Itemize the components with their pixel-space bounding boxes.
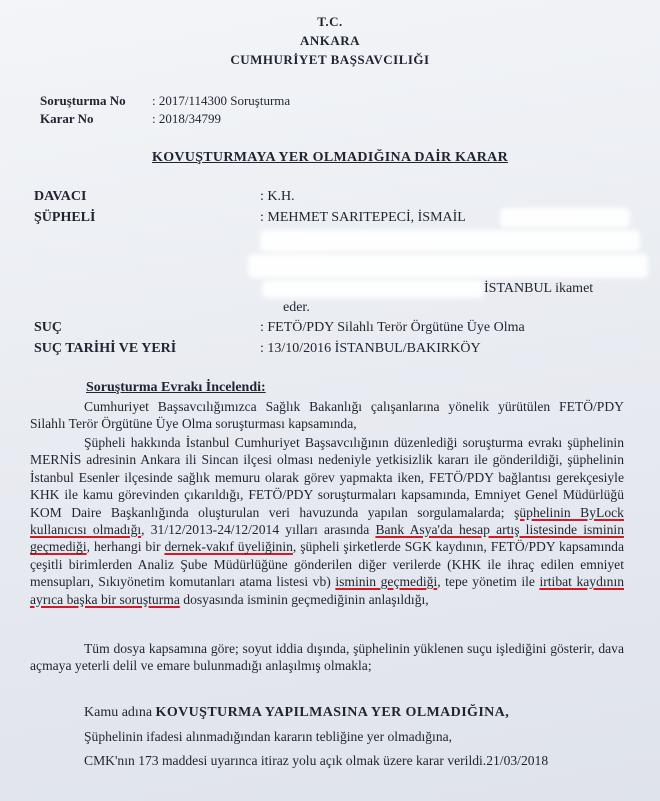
paragraph-2-text-c: , herhangi bir (86, 539, 161, 555)
paragraph-3: Tüm dosya kapsamına göre; soyut iddia dışında, şüphelinin yüklenen suçu işlediğini gösterir, dava açmaya yeterli delil ve emare bulunmadığı anlaşılmış olmakla; (30, 641, 624, 674)
paragraph-4 (84, 704, 509, 721)
paragraph-2-text-a: Şüpheli hakkında İstanbul Cumhuriyet Başsavcılığının düzenlediği soruşturma evrakı şüphelinin MERNİS adresinin Ankara ili Sincan ilçesi olması nedeniyle yetkisizlik kararı ile gönderildiği, şüphelinin İstanbul Esenler ilçesinde sağlık memuru olarak görev yapmakta iken, FETÖ/PDY bağlantısı gerekçesiyle KHK ile kamu görevinden çıkarıldığı, FETÖ/PDY soruşturmaları kapsamında, Emniyet Genel Müdürlüğü KOM Daire Başkanlığında oluşturulan veri havuzunda yapılan sorgulamalarda; (30, 435, 624, 520)
decision-title: KOVUŞTURMAYA YER OLMADIĞINA DAİR KARAR (152, 150, 508, 165)
header-office: CUMHURİYET BAŞSAVCILIĞI (230, 52, 430, 67)
sorusturma-no-label: Soruşturma No (40, 93, 126, 108)
section-title: Soruşturma Evrakı İncelendi: (86, 380, 266, 395)
header-city: ANKARA (299, 33, 361, 48)
paragraph-2-text-b: , 31/12/2013-24/12/2014 yılları arasında (141, 522, 370, 538)
header-tc: T.C. (317, 14, 343, 29)
karar-no-label: Karar No (40, 111, 94, 126)
kamu-adina-text: Kamu adına (84, 705, 153, 720)
address-tail: eder. (283, 300, 310, 315)
underlined-isminin: isminin geçmediği (335, 574, 438, 590)
suc-tarihi-label: SUÇ TARİHİ VE YERİ (34, 341, 177, 356)
paragraph-2-text-d: , şüpheli şirketlerde SGK kaydının, FETÖ/PDY kapsamında çeşitli birimlerden Analiz Şube Müdürlüğüne gönderilen diğer verilerde (KHK ile ihraç edilen emniyet mensupları, Sıkıyönetim komutanları atama listesi vb) (30, 539, 624, 590)
decision-bold: KOVUŞTURMA YAPILMASINA YER OLMADIĞINA (155, 705, 506, 720)
paragraph-6: CMK'nın 173 maddesi uyarınca itiraz yolu açık olmak üzere karar verildi.21/03/2018 (84, 753, 549, 768)
paragraph-5: Şüphelinin ifadesi alınmadığından kararın tebliğine yer olmadığına, (84, 729, 453, 744)
suc-value: : FETÖ/PDY Silahlı Terör Örgütüne Üye Olma (260, 320, 525, 335)
davaci-value: : K.H. (260, 189, 295, 204)
underlined-irtibat: irtibat kaydının ayrıca başka bir soruşturma (30, 574, 625, 607)
address-city: İSTANBUL ikamet (484, 281, 594, 296)
supheli-label: ŞÜPHELİ (34, 210, 96, 225)
underlined-bank-asya: Bank Asya'da hesap artış listesinde isminin geçmediği (30, 522, 625, 555)
redaction-1 (500, 208, 630, 228)
supheli-value: : MEHMET SARITEPECİ, İSMAİL (260, 210, 466, 225)
karar-no-value: : 2018/34799 (152, 111, 221, 126)
davaci-label: DAVACI (34, 189, 87, 204)
underlined-bylock: şüphelinin ByLock kullanıcısı olmadığı (30, 504, 624, 538)
suc-label: SUÇ (34, 320, 63, 335)
sorusturma-no-value: : 2017/114300 Soruşturma (152, 93, 291, 108)
underlined-dernek: dernek-vakıf üyeliğinin (164, 539, 293, 555)
suc-tarihi-value: : 13/10/2016 İSTANBUL/BAKIRKÖY (260, 341, 481, 356)
paragraph-2-text-e: , tepe yönetim ile (437, 574, 535, 590)
paragraph-2 (30, 434, 624, 608)
paragraph-1: Cumhuriyet Başsavcılığımızca Sağlık Bakanlığı çalışanlarına yönelik yürütülen FETÖ/PDY Silahlı Terör Örgütüne Üye Olma soruşturması kapsamında, (30, 399, 624, 432)
redaction-4 (262, 280, 484, 298)
redaction-3 (248, 254, 648, 278)
paragraph-2-text-f: dosyasında isminin geçmediğinin anlaşıldığı, (183, 591, 429, 607)
redaction-2 (260, 230, 640, 252)
decision-comma: , (505, 705, 510, 720)
